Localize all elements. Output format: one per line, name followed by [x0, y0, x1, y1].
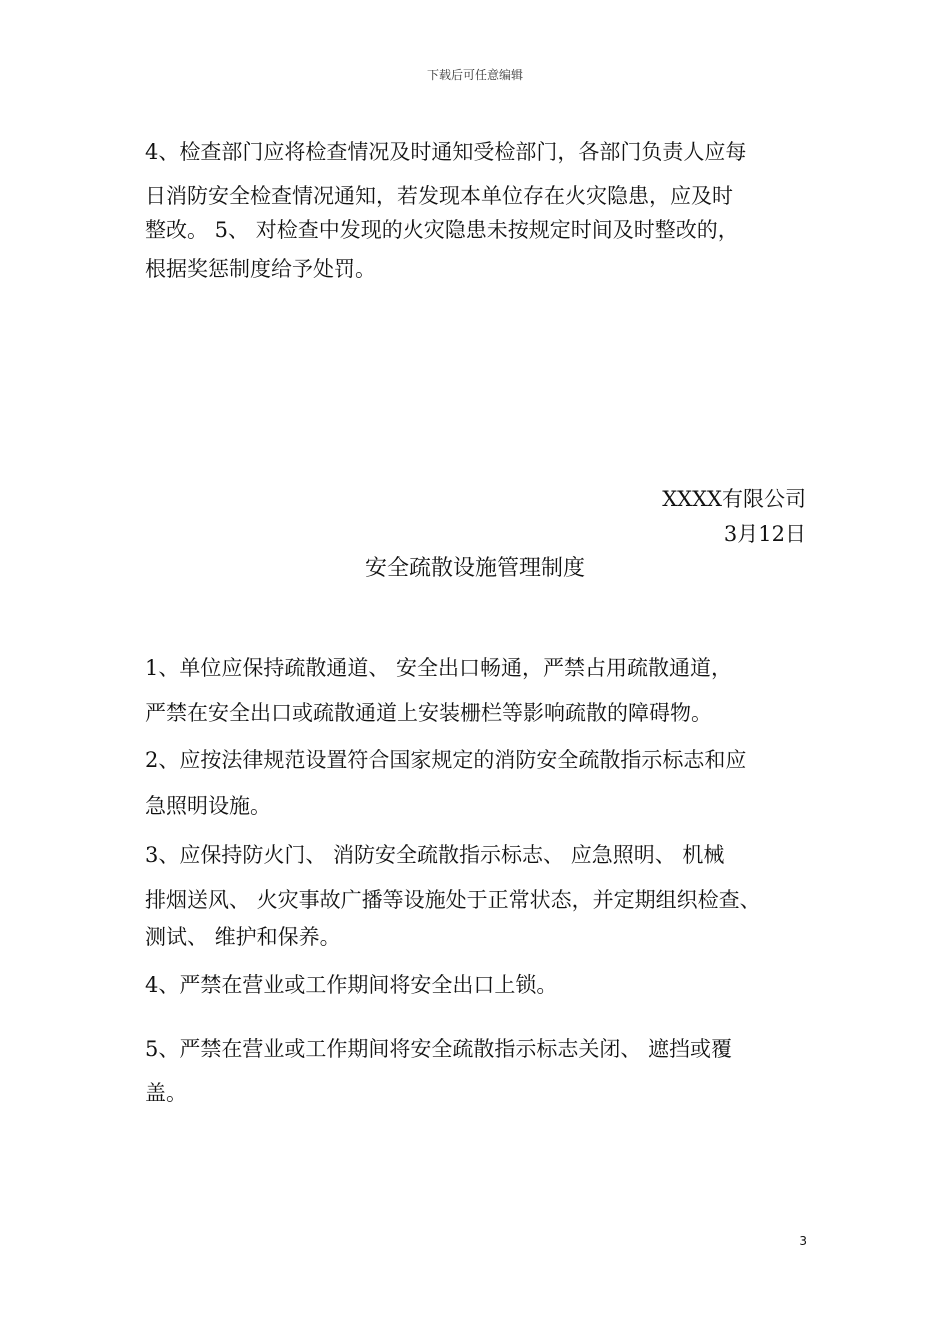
- header-note: 下载后可任意编辑: [426, 68, 523, 82]
- rule-line: 急照明设施。: [145, 794, 271, 818]
- paragraph-line: 日消防安全检查情况通知，若发现本单位存在火灾隐患，应及时: [145, 184, 733, 208]
- paragraph-line: 根据奖惩制度给予处罚。: [145, 257, 376, 281]
- rule-line: 严禁在安全出口或疏散通道上安装栅栏等影响疏散的障碍物。: [145, 701, 712, 725]
- rule-line: 3、应保持防火门、 消防安全疏散指示标志、 应急照明、 机械: [145, 843, 725, 867]
- section-title: 安全疏散设施管理制度: [364, 556, 585, 581]
- page-number: 3: [799, 1234, 807, 1248]
- paragraph-line: 4、检查部门应将检查情况及时通知受检部门，各部门负责人应每: [145, 140, 747, 164]
- rule-line: 5、严禁在营业或工作期间将安全疏散指示标志关闭、 遮挡或覆: [145, 1037, 733, 1061]
- rule-line: 2、应按法律规范设置符合国家规定的消防安全疏散指示标志和应: [145, 748, 747, 772]
- document-date: 3月12日: [723, 522, 806, 546]
- rule-line: 排烟送风、 火灾事故广播等设施处于正常状态，并定期组织检查、: [145, 888, 761, 912]
- company-name: XXXX有限公司: [662, 487, 806, 511]
- rule-line: 1、单位应保持疏散通道、 安全出口畅通，严禁占用疏散通道，: [145, 656, 733, 680]
- rule-line: 测试、 维护和保养。: [145, 925, 341, 949]
- rule-line: 4、严禁在营业或工作期间将安全出口上锁。: [145, 973, 558, 997]
- rule-line: 盖。: [145, 1081, 187, 1105]
- paragraph-line: 整改。 5、 对检查中发现的火灾隐患未按规定时间及时整改的，: [145, 218, 739, 242]
